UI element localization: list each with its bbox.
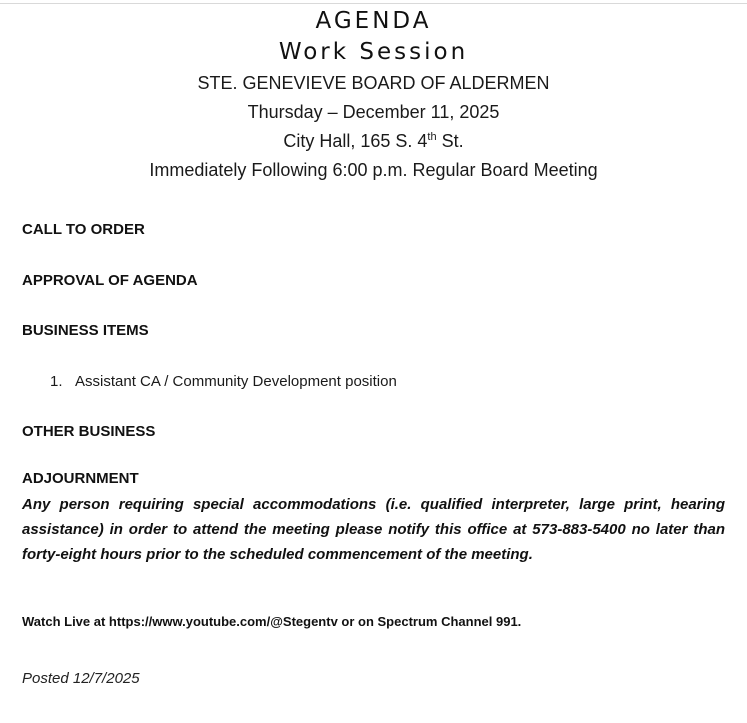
location-ordinal: th [427, 131, 437, 143]
section-adjournment: ADJOURNMENT [22, 470, 139, 487]
meeting-location [0, 127, 747, 156]
business-item-number: 1. [50, 373, 63, 390]
location-prefix: City Hall, 165 S. 4 [283, 131, 428, 151]
accommodations-notice: Any person requiring special accommodations (i.e. qualified interpreter, large print, hearing assistance) in order to attend the meeting please notify this office at 573-883-5400 no later than forty-eight hours prior to the scheduled commencement of the meeting. [22, 496, 725, 563]
board-name: STE. GENEVIEVE BOARD OF ALDERMEN [197, 73, 550, 93]
agenda-subtitle: Work Session [278, 39, 469, 65]
meeting-timing: Immediately Following 6:00 p.m. Regular Board Meeting [149, 160, 598, 180]
section-business-items: BUSINESS ITEMS [22, 322, 149, 339]
business-item-text: Assistant CA / Community Development position [75, 373, 397, 390]
posted-date: Posted 12/7/2025 [22, 670, 140, 687]
location-suffix: St. [436, 131, 464, 151]
watch-live-text: Watch Live at https://www.youtube.com/@Stegentv or on Spectrum Channel 991. [22, 614, 522, 629]
section-call-to-order: CALL TO ORDER [22, 221, 145, 238]
business-item [50, 372, 397, 392]
agenda-header [0, 6, 747, 185]
section-other-business: OTHER BUSINESS [22, 423, 156, 440]
section-approval-of-agenda: APPROVAL OF AGENDA [22, 272, 198, 289]
meeting-date: Thursday – December 11, 2025 [247, 102, 500, 122]
agenda-title: AGENDA [315, 8, 432, 34]
page-top-border [0, 3, 747, 4]
